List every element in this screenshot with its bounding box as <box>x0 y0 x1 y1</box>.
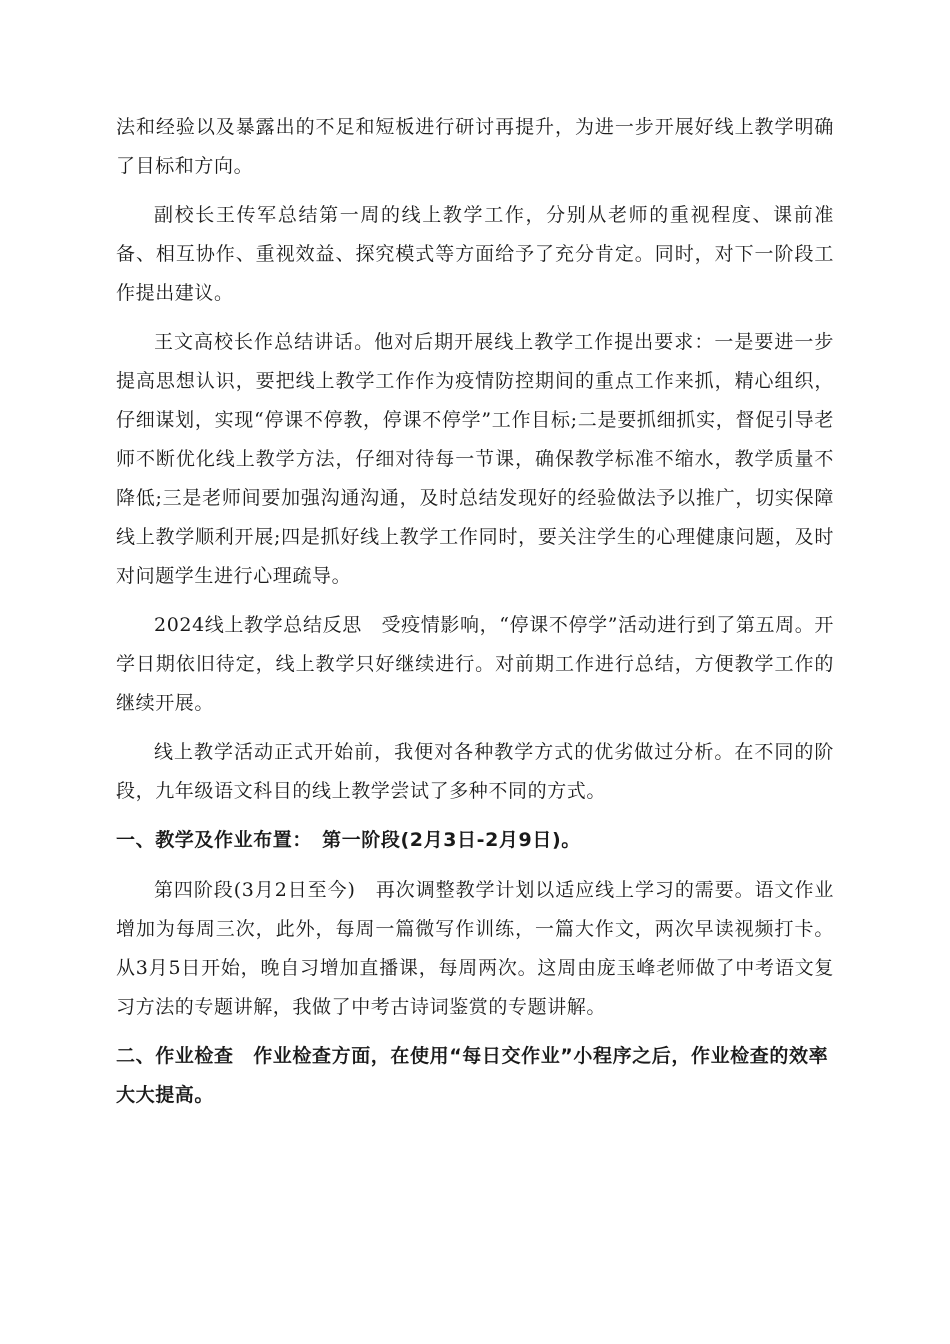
document-body <box>116 108 834 1126</box>
paragraph-vice-principal-summary: 副校长王传军总结第一周的线上教学工作，分别从老师的重视程度、课前准备、相互协作、重视效益、探究模式等方面给予了充分肯定。同时，对下一阶段工作提出建议。 <box>116 204 834 304</box>
paragraph-stage-four: 第四阶段(3月2日至今) 再次调整教学计划以适应线上学习的需要。语文作业增加为每周三次，此外，每周一篇微写作训练，一篇大作文，两次早读视频打卡。从3月5日开始，晚自习增加直播课，每周两次。这周由庞玉峰老师做了中考语文复习方法的专题讲解，我做了中考古诗词鉴赏的专题讲解。 <box>116 879 834 1018</box>
paragraph-continuation: 法和经验以及暴露出的不足和短板进行研讨再提升，为进一步开展好线上教学明确了目标和方向。 <box>116 116 834 177</box>
paragraph-principal-speech: 王文高校长作总结讲话。他对后期开展线上教学工作提出要求：一是要进一步提高思想认识，要把线上教学工作作为疫情防控期间的重点工作来抓，精心组织，仔细谋划，实现“停课不停教，停课不停学”工作目标;二是要抓细抓实，督促引导老师不断优化线上教学方法，仔细对待每一节课，确保教学标准不缩水，教学质量不降低;三是老师间要加强沟通沟通，及时总结发现好的经验做法予以推广，切实保障线上教学顺利开展;四是抓好线上教学工作同时，要关注学生的心理健康问题，及时对问题学生进行心理疏导。 <box>116 331 834 587</box>
paragraph-teaching-methods: 线上教学活动正式开始前，我便对各种教学方式的优劣做过分析。在不同的阶段，九年级语文科目的线上教学尝试了多种不同的方式。 <box>116 741 834 802</box>
paragraph-reflection-intro: 2024线上教学总结反思 受疫情影响，“停课不停学”活动进行到了第五周。开学日期依旧待定，线上教学只好继续进行。对前期工作进行总结，方便教学工作的继续开展。 <box>116 614 834 714</box>
section-heading-teaching-homework: 一、教学及作业布置： 第一阶段(2月3日-2月9日)。 <box>116 829 581 851</box>
section-heading-homework-check: 二、作业检查 作业检查方面，在使用“每日交作业”小程序之后，作业检查的效率大大提高。 <box>116 1045 829 1106</box>
